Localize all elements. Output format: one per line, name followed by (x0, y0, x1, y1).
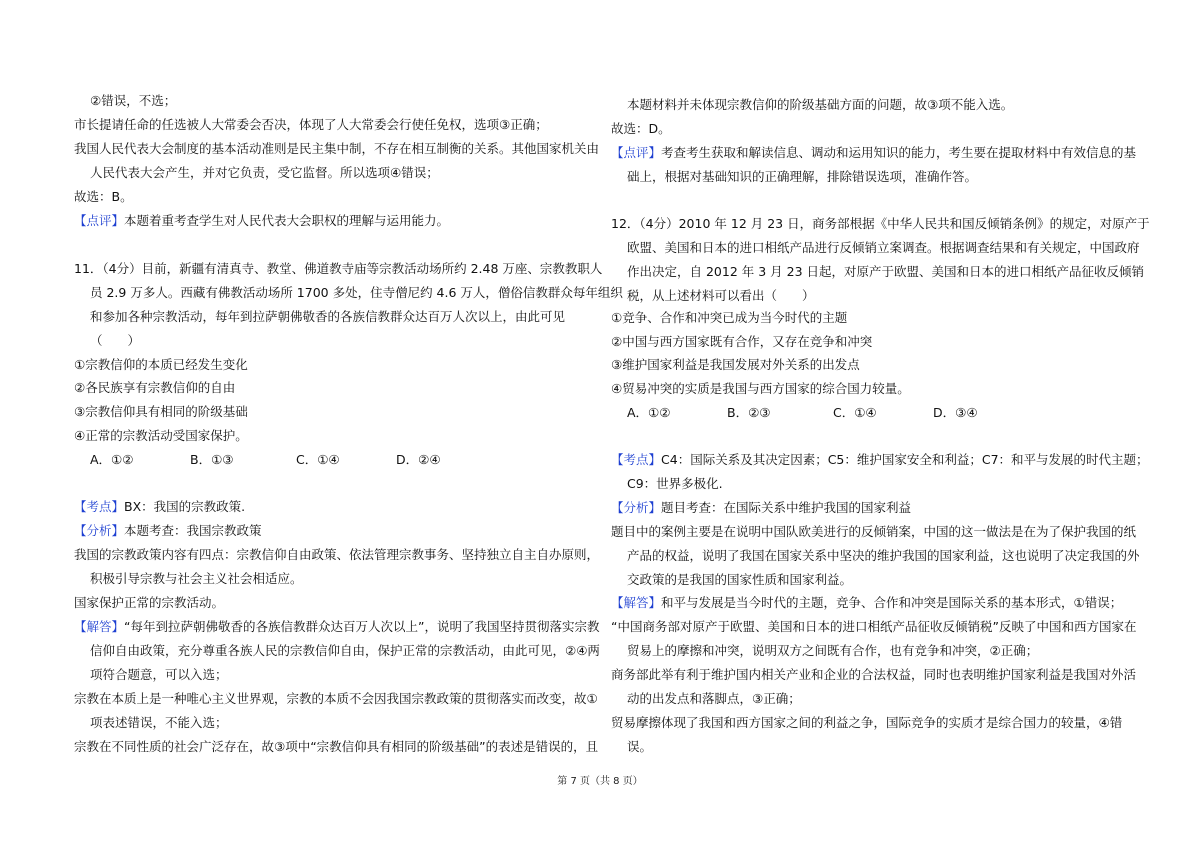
text-line: 贸易上的摩擦和冲突，说明双方之间既有合作，也有竞争和冲突，②正确； (627, 643, 1039, 658)
analysis-tag: 【分析】 (74, 523, 125, 538)
option-a: A．①② (627, 405, 671, 420)
page-number: 第 7 页（共 8 页） (557, 776, 643, 787)
review-line (74, 212, 449, 230)
statement-3: ③维护国家利益是我国发展对外关系的出发点 (611, 357, 860, 372)
text-line: 人民代表大会产生，并对它负责，受它监督。所以选项④错误； (90, 165, 439, 180)
option-d: D．③④ (933, 405, 978, 420)
analysis-tag: 【分析】 (611, 500, 662, 515)
solution-text: 和平与发展是当今时代的主题，竞争、合作和冲突是国际关系的基本形式，①错误； (661, 595, 1123, 610)
question-12-line: 作出决定，自 2012 年 3 月 23 日起，对原产于欧盟、美国和日本的进口相纸产品征收反倾销 (627, 264, 1145, 279)
text-line: 动的出发点和落脚点，③正确； (627, 691, 801, 706)
text-line: 贸易摩擦体现了我国和西方国家之间的利益之争，国际竞争的实质才是综合国力的较量，④错 (611, 715, 1123, 730)
statement-2: ②各民族享有宗教信仰的自由 (74, 380, 236, 395)
solution-line (74, 618, 599, 636)
solution-text: “每年到拉萨朝佛敬香的各族信教群众达百万人次以上”，说明了我国坚持贯彻落实宗教 (124, 619, 600, 634)
review-text: 考查考生获取和解读信息、调动和运用知识的能力，考生要在提取材料中有效信息的基 (661, 145, 1137, 160)
solution-line (611, 594, 1122, 612)
question-12-line: 税，从上述材料可以看出（ ） (627, 288, 815, 303)
text-line: 本题材料并未体现宗教信仰的阶级基础方面的问题，故③项不能入选。 (627, 97, 1014, 112)
text-line: 项表述错误，不能入选； (90, 715, 228, 730)
review-line (611, 144, 1136, 162)
question-12-line: 欧盟、美国和日本的进口相纸产品进行反倾销立案调查。根据调查结果和有关规定，中国政府 (627, 240, 1140, 255)
text-line: 我国人民代表大会制度的基本活动准则是民主集中制，不存在相互制衡的关系。其他国家机关由 (74, 141, 600, 156)
statement-1: ①竞争、合作和冲突已成为当今时代的主题 (611, 310, 848, 325)
knowledge-point-tag: 【考点】 (611, 452, 662, 467)
text-line: 题目中的案例主要是在说明中国队欧美进行的反倾销案，中国的这一做法是在为了保护我国的纸 (611, 524, 1137, 539)
statement-4: ④正常的宗教活动受国家保护。 (74, 428, 248, 443)
text-line: 础上，根据对基础知识的正确理解，排除错误选项，准确作答。 (627, 169, 978, 184)
option-b: B．①③ (190, 452, 234, 467)
option-d: D．②④ (396, 452, 441, 467)
review-text: 本题着重考查学生对人民代表大会职权的理解与运用能力。 (124, 213, 450, 228)
question-11-line: 和参加各种宗教活动，每年到拉萨朝佛敬香的各族信教群众达百万人次以上，由此可见 (90, 309, 566, 324)
question-11-line: 员 2.9 万多人。西藏有佛教活动场所 1700 多处，住寺僧尼约 4.6 万人，僧俗信教群众每年组织 (90, 285, 623, 300)
review-tag: 【点评】 (611, 145, 662, 160)
statement-2: ②中国与西方国家既有合作，又存在竞争和冲突 (611, 334, 873, 349)
statement-1: ①宗教信仰的本质已经发生变化 (74, 357, 248, 372)
text-line: 国家保护正常的宗教活动。 (74, 595, 225, 610)
analysis-line (74, 522, 262, 540)
analysis-line (611, 499, 911, 517)
review-tag: 【点评】 (74, 213, 125, 228)
text-line: 积极引导宗教与社会主义社会相适应。 (90, 571, 303, 586)
option-a: A．①② (90, 452, 134, 467)
knowledge-point-tag: 【考点】 (74, 499, 125, 514)
analysis-text: 题目考查：在国际关系中维护我国的国家利益 (661, 500, 912, 515)
statement-4: ④贸易冲突的实质是我国与西方国家的综合国力较量。 (611, 381, 910, 396)
text-line: C9：世界多极化. (627, 476, 723, 491)
text-line: 故选：B。 (74, 189, 133, 204)
text-line: 信仰自由政策，充分尊重各族人民的宗教信仰自由，保护正常的宗教活动，由此可见，②④两 (90, 643, 600, 658)
solution-tag: 【解答】 (74, 619, 125, 634)
knowledge-point-text: BX：我国的宗教政策. (124, 499, 246, 514)
knowledge-point-line (611, 451, 1149, 469)
text-line: 我国的宗教政策内容有四点：宗教信仰自由政策、依法管理宗教事务、坚持独立自主自办原则， (74, 547, 600, 562)
text-line: 产品的权益，说明了我国在国家关系中坚决的维护我国的国家利益，这也说明了决定我国的外 (627, 548, 1140, 563)
text-line: 故选：D。 (611, 121, 671, 136)
text-line: 商务部此举有利于维护国内相关产业和企业的合法权益，同时也表明维护国家利益是我国对外活 (611, 667, 1137, 682)
text-line: 误。 (627, 739, 653, 754)
knowledge-point-text: C4：国际关系及其决定因素；C5：维护国家安全和利益；C7：和平与发展的时代主题； (661, 452, 1149, 467)
text-line: ②错误，不选； (90, 93, 177, 108)
option-c: C．①④ (296, 452, 340, 467)
question-11-line: 11．（4分）目前，新疆有清真寺、教堂、佛道教寺庙等宗教活动场所约 2.48 万座、宗教教职人 (74, 261, 603, 276)
statement-3: ③宗教信仰具有相同的阶级基础 (74, 404, 248, 419)
text-line: 交政策的是我国的国家性质和国家利益。 (627, 572, 853, 587)
question-11-line: （ ） (90, 333, 141, 348)
text-line: 项符合题意，可以入选； (90, 667, 228, 682)
question-12-line: 12．（4分）2010 年 12 月 23 日，商务部根据《中华人民共和国反倾销条例》的规定，对原产于 (611, 216, 1150, 231)
option-b: B．②③ (727, 405, 771, 420)
text-line: 市长提请任命的任选被人大常委会否决，体现了人大常委会行使任免权，选项③正确； (74, 117, 548, 132)
option-c: C．①④ (833, 405, 877, 420)
text-line: 宗教在不同性质的社会广泛存在，故③项中“宗教信仰具有相同的阶级基础”的表述是错误的，且 (74, 739, 599, 754)
analysis-text: 本题考查：我国宗教政策 (124, 523, 262, 538)
solution-tag: 【解答】 (611, 595, 662, 610)
knowledge-point-line (74, 498, 245, 516)
text-line: 宗教在本质上是一种唯心主义世界观，宗教的本质不会因我国宗教政策的贯彻落实而改变，故① (74, 691, 598, 706)
text-line: “中国商务部对原产于欧盟、美国和日本的进口相纸产品征收反倾销税”反映了中国和西方国家在 (611, 619, 1137, 634)
